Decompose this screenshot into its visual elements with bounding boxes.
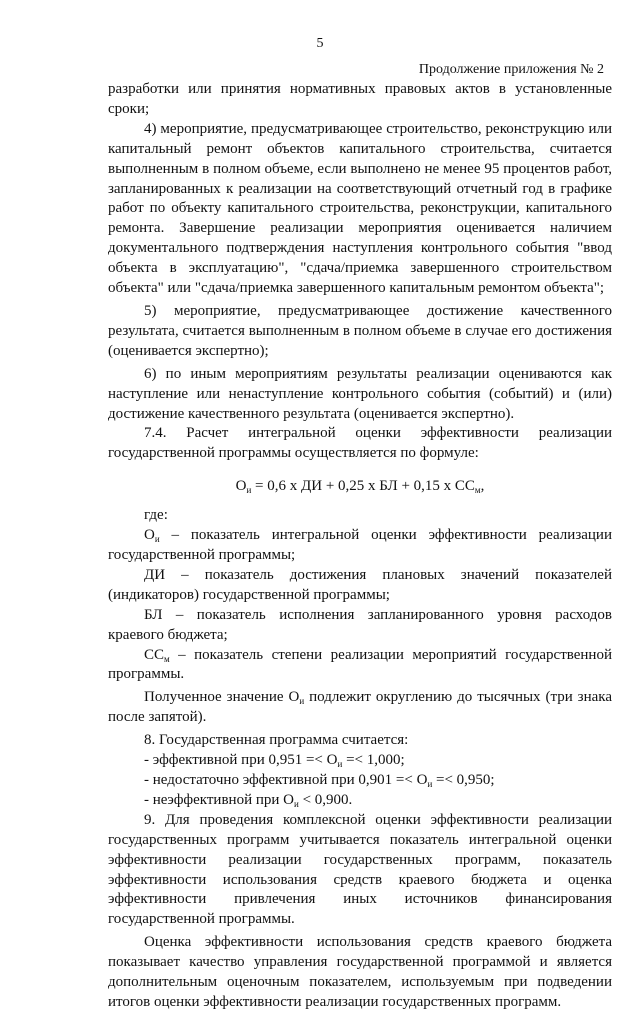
- symbol-o-sub: и: [294, 798, 299, 809]
- paragraph-continuation: разработки или принятия нормативных правовых актов в установленные сроки;: [108, 81, 612, 117]
- rounding-note: [108, 688, 612, 728]
- definition-ss: [108, 646, 612, 686]
- criterion-ineffective: [108, 791, 612, 811]
- definition-ss-text: – показатель степени реализации мероприятий государственной программы.: [108, 646, 612, 683]
- symbol-o: О: [416, 772, 428, 788]
- symbol-o: О: [326, 752, 338, 769]
- symbol-ss: СС: [144, 646, 165, 663]
- paragraph-item-4: 4) мероприятие, предусматривающее строительство, реконструкцию или капитальный ремонт объектов капитального строительства, считается выполненным в полном объеме, если выполнено не менее 95 процентов работ, запланированных к реализации на соответствующий отчетный год в графике работ по объекту капитального строительства, реконструкции, капитального ремонта. Завершение реализации мероприятия оценивается наличием документального подтверждения наступления контрольного события "ввод объекта в эксплуатацию", "сдача/приемка завершенного строительством объекта" или "сдача/приемка завершенного капитальным ремонтом объекта";: [108, 120, 612, 297]
- symbol-o: О: [144, 527, 155, 544]
- integral-formula: [108, 476, 612, 496]
- criterion-insufficient-b: =< 0,950;: [432, 772, 495, 788]
- criterion-effective-b: =< 1,000;: [342, 752, 405, 769]
- criterion-ineffective-a: - неэффективной при: [144, 791, 284, 808]
- document-body: [108, 80, 612, 1013]
- symbol-o-sub: и: [427, 779, 433, 789]
- definition-di: ДИ – показатель достижения плановых значений показателей (индикаторов) государственной программы;: [108, 566, 612, 603]
- page-number: 5: [316, 36, 324, 51]
- symbol-o: О: [288, 689, 300, 706]
- symbol-o-sub: и: [299, 696, 305, 707]
- symbol-o-sub: и: [154, 534, 160, 545]
- definition-bl: БЛ – показатель исполнения запланированного уровня расходов краевого бюджета;: [108, 606, 612, 643]
- formula-rhs-sub: м: [474, 485, 481, 496]
- symbol-ss-sub: м: [164, 653, 170, 664]
- paragraph-item-6: 6) по иным мероприятиям результаты реализации оцениваются как наступление или ненаступление контрольного события (событий) и (или) достижение качественного результата (оценивается экспертно).: [108, 365, 612, 422]
- rounding-text-a: Полученное значение: [144, 689, 289, 706]
- criterion-insufficient-a: - недостаточно эффективной при 0,901 =<: [144, 772, 417, 788]
- paragraph-final: Оценка эффективности использования средств краевого бюджета показывает качество управления государственной программой и является дополнительным оценочным показателем, используемым при подведении итогов оценки эффективности реализации государственных программ.: [108, 934, 612, 1010]
- symbol-o-sub: и: [337, 759, 343, 770]
- formula-lhs: О: [235, 478, 247, 495]
- criterion-effective: [108, 751, 612, 771]
- rounding-text-b: подлежит округлению до тысячных (три знака после запятой).: [108, 689, 612, 726]
- running-header: Продолжение приложения № 2: [418, 62, 604, 77]
- symbol-o: О: [283, 791, 294, 808]
- formula-tail: ,: [480, 478, 485, 495]
- formula-lhs-sub: и: [246, 485, 252, 496]
- definition-oi: [108, 526, 612, 566]
- paragraph-item-5: 5) мероприятие, предусматривающее достижение качественного результата, считается выполненным в полном объеме в случае его достижения (оценивается экспертно);: [108, 302, 612, 359]
- criterion-insufficient: [108, 771, 612, 791]
- where-label: где:: [144, 507, 168, 524]
- paragraph-9: 9. Для проведения комплексной оценки эффективности реализации государственных программ учитывается показатель интегральной оценки эффективности реализации государственных программ, показатель эффективности использования средств краевого бюджета и оценка эффективности привлечения иных источников финансирования государственной программы.: [108, 811, 612, 928]
- paragraph-7-4: 7.4. Расчет интегральной оценки эффективности реализации государственной программы осуществляется по формуле:: [108, 425, 612, 462]
- criterion-effective-a: - эффективной при 0,951 =<: [144, 752, 327, 769]
- definition-oi-text: – показатель интегральной оценки эффективности реализации государственной программы;: [108, 527, 612, 564]
- criterion-ineffective-b: < 0,900.: [298, 791, 353, 808]
- formula-rhs: = 0,6 х ДИ + 0,25 х БЛ + 0,15 х СС: [251, 478, 475, 495]
- paragraph-8: 8. Государственная программа считается:: [144, 732, 409, 749]
